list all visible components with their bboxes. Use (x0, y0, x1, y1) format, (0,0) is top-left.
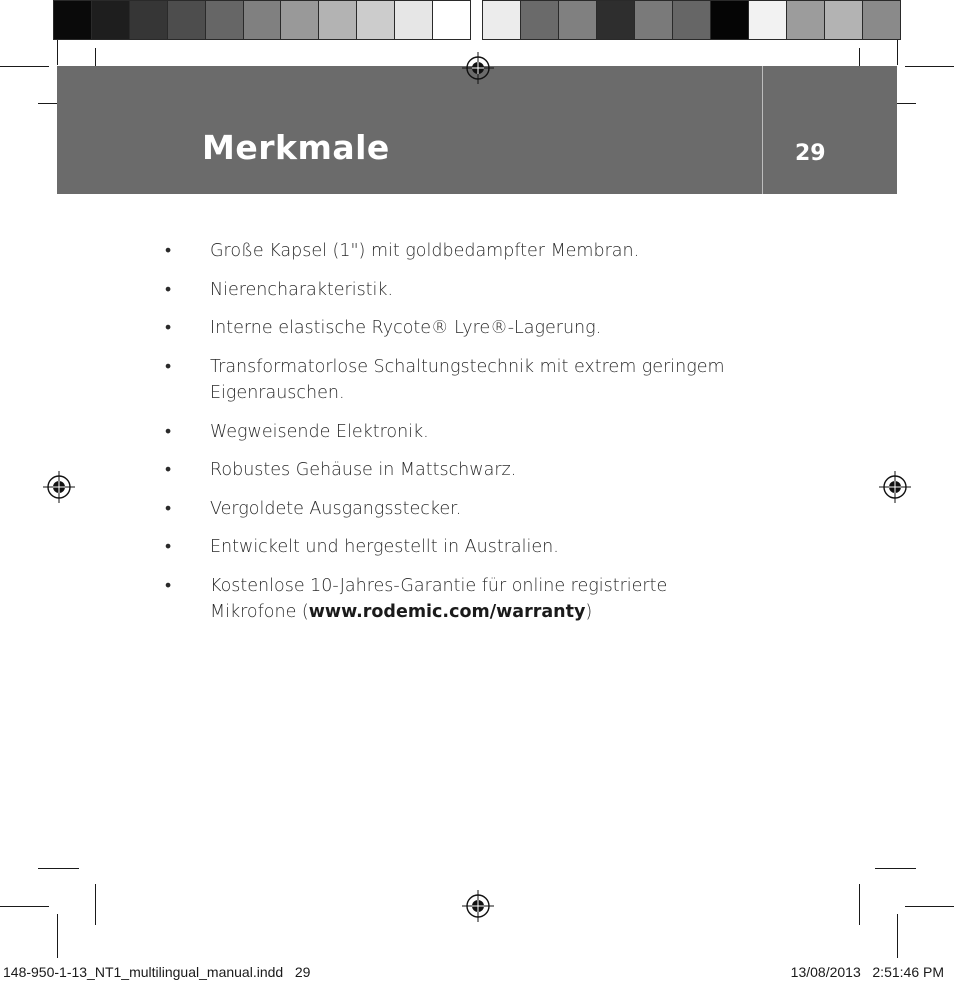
crop-mark (905, 906, 954, 907)
color-swatch (787, 1, 825, 39)
registration-mark-icon (462, 890, 494, 922)
color-swatch (357, 1, 395, 39)
registration-mark-icon (43, 471, 75, 503)
warranty-link[interactable]: www.rodemic.com/warranty (308, 602, 586, 622)
feature-text (210, 354, 810, 406)
color-swatch (559, 1, 597, 39)
bullet-icon: • (165, 318, 172, 338)
file-slug: 148-950-1-13_NT1_multilingual_manual.indd 29 (3, 964, 311, 980)
crop-mark (38, 868, 79, 869)
color-calibration-bar-left (53, 0, 471, 40)
bullet-icon: • (165, 241, 172, 261)
crop-mark (95, 884, 96, 925)
feature-text-suffix: ) (585, 602, 593, 622)
crop-mark (897, 40, 898, 65)
registration-mark-icon (462, 52, 494, 84)
bullet-icon: • (165, 422, 172, 442)
color-swatch (92, 1, 130, 39)
feature-text (210, 573, 810, 625)
bullet-icon: • (165, 576, 172, 596)
color-swatch (521, 1, 559, 39)
crop-mark (905, 66, 954, 67)
color-swatch (749, 1, 787, 39)
bullet-icon: • (165, 537, 172, 557)
color-swatch (168, 1, 206, 39)
registration-mark-icon (879, 471, 911, 503)
crop-mark (57, 914, 58, 958)
feature-text-line: Transformatorlose Schaltungstechnik mit extrem geringem (210, 357, 725, 377)
feature-text-line: Kostenlose 10-Jahres-Garantie für online registrierte (210, 576, 668, 596)
timestamp-slug: 13/08/2013 2:51:46 PM (790, 964, 944, 980)
color-swatch (711, 1, 749, 39)
color-swatch (433, 1, 470, 39)
feature-text: Große Kapsel (1") mit goldbedampfter Membran. (210, 241, 640, 261)
feature-text: Interne elastische Rycote® Lyre®-Lagerung. (210, 318, 602, 338)
color-calibration-bar-right (482, 0, 901, 40)
crop-mark (875, 868, 916, 869)
feature-text: Vergoldete Ausgangsstecker. (210, 499, 462, 519)
crop-mark (859, 884, 860, 925)
color-swatch (635, 1, 673, 39)
crop-mark (0, 66, 49, 67)
color-swatch (597, 1, 635, 39)
page-title: Merkmale (202, 128, 390, 167)
color-swatch (673, 1, 711, 39)
color-swatch (281, 1, 319, 39)
color-swatch (825, 1, 863, 39)
color-swatch (319, 1, 357, 39)
color-swatch (54, 1, 92, 39)
color-swatch (244, 1, 282, 39)
bullet-icon: • (165, 499, 172, 519)
crop-mark (57, 40, 58, 65)
section-header (57, 66, 897, 194)
color-swatch (483, 1, 521, 39)
bullet-icon: • (165, 357, 172, 377)
page-number: 29 (795, 141, 826, 166)
feature-text: Entwickelt und hergestellt in Australien. (210, 537, 559, 557)
feature-text: Nierencharakteristik. (210, 280, 394, 300)
header-divider (762, 66, 763, 194)
bullet-icon: • (165, 280, 172, 300)
feature-text: Robustes Gehäuse in Mattschwarz. (210, 460, 517, 480)
color-swatch (395, 1, 433, 39)
crop-mark (897, 914, 898, 958)
color-swatch (206, 1, 244, 39)
crop-mark (0, 906, 49, 907)
feature-text: Wegweisende Elektronik. (210, 422, 429, 442)
bullet-icon: • (165, 460, 172, 480)
color-swatch (130, 1, 168, 39)
feature-text-line: Eigenrauschen. (210, 383, 345, 403)
feature-text-line: Mikrofone ( (210, 602, 309, 622)
color-swatch (863, 1, 900, 39)
